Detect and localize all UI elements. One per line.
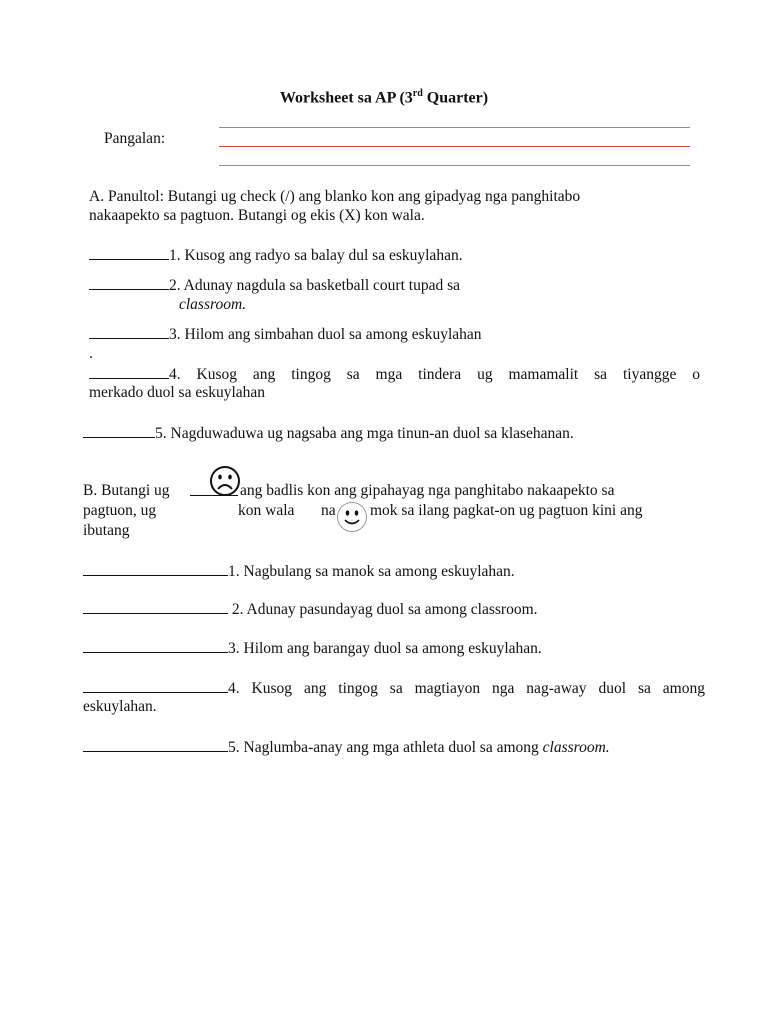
section-b-item-4-cont: eskuylahan.: [83, 698, 157, 715]
section-a-item-4-cont: merkado duol sa eskuylahan: [89, 384, 266, 401]
answer-blank[interactable]: [83, 737, 228, 752]
answer-blank[interactable]: [83, 423, 155, 438]
worksheet-title: Worksheet sa AP (3rd Quarter): [279, 88, 489, 107]
section-a-instruction-line2: nakaapekto sa pagtuon. Butangi og ekis (X) kon wala.: [89, 207, 425, 224]
section-a-item-3-cont: .: [89, 345, 93, 362]
name-label: Pangalan:: [104, 130, 166, 147]
section-b-line2-middle: kon wala: [238, 502, 295, 519]
answer-blank[interactable]: [83, 638, 228, 653]
section-a-item-1: 1. Kusog ang radyo sa balay dul sa eskuylahan.: [89, 245, 463, 265]
section-b-item-3: 3. Hilom ang barangay duol sa among eskuylahan.: [83, 638, 542, 658]
section-a-item-2: 2. Adunay nagdula sa basketball court tupad sa: [89, 275, 460, 295]
section-a-item-4: 4. Kusog ang tingog sa mga tindera ug mamamalit sa tiyangge o: [89, 364, 700, 384]
answer-blank[interactable]: [89, 364, 169, 379]
answer-blank[interactable]: [89, 275, 169, 290]
section-b-line3: ibutang: [83, 522, 130, 539]
section-b-line2-end: mok sa ilang pagkat-on ug pagtuon kini ang: [370, 502, 643, 519]
section-b-item-1: 1. Nagbulang sa manok sa among eskuylahan.: [83, 561, 515, 581]
section-a-item-5: 5. Nagduwaduwa ug nagsaba ang mga tinun-an duol sa klasehanan.: [83, 423, 574, 443]
answer-blank[interactable]: [89, 324, 169, 339]
section-b-item-2: 2. Adunay pasundayag duol sa among classroom.: [83, 599, 538, 619]
name-line-top: [219, 127, 690, 128]
answer-blank[interactable]: [83, 599, 228, 614]
section-a-instruction-line1: A. Panultol: Butangi ug check (/) ang blanko kon ang gipadyag nga panghitabo: [89, 188, 581, 205]
section-b-line1-start: B. Butangi ug: [83, 482, 170, 499]
smiley-face-icon: [335, 500, 369, 534]
section-b-item-5: 5. Naglumba-anay ang mga athleta duol sa among classroom.: [83, 737, 610, 757]
answer-blank[interactable]: [83, 678, 228, 693]
section-b-line2-start: pagtuon, ug: [83, 502, 157, 519]
section-a-item-2-cont: classroom.: [179, 296, 247, 313]
section-b-item-4: 4. Kusog ang tingog sa magtiayon nga nag-away duol sa among: [83, 678, 705, 698]
name-line-bottom: [219, 165, 690, 166]
answer-blank[interactable]: [89, 245, 169, 260]
name-line-middle: [219, 146, 690, 147]
section-b-line2-na: na: [321, 502, 336, 519]
answer-blank[interactable]: [83, 561, 228, 576]
sad-face-icon: [209, 465, 241, 497]
section-a-item-3: 3. Hilom ang simbahan duol sa among eskuylahan: [89, 324, 482, 344]
section-b-line1-end: ang badlis kon ang gipahayag nga panghitabo nakaapekto sa: [240, 482, 615, 499]
